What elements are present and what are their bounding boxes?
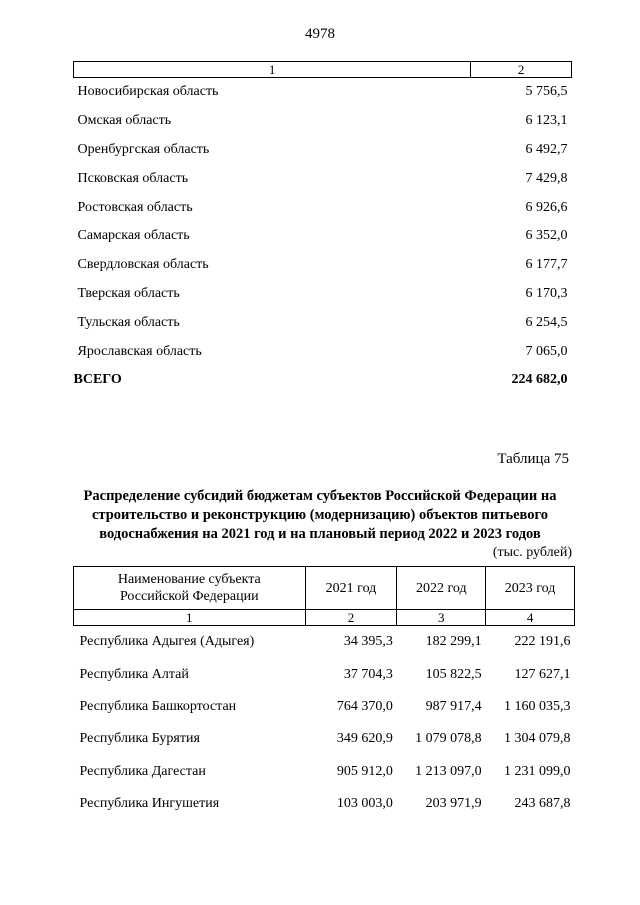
column-number: 3 — [397, 610, 486, 626]
table-title: Распределение субсидий бюджетам субъектов Российской Федерации на строительство и реконструкцию (модернизацию) объектов питьевого водоснабжения на 2021 год и на плановый период 2022 и 2023 годов — [83, 488, 557, 542]
value-2022: 203 971,9 — [425, 796, 482, 812]
table-row — [74, 193, 572, 222]
table-row — [74, 222, 572, 251]
column-number: 4 — [486, 610, 575, 626]
value-2022: 182 299,1 — [425, 634, 482, 650]
region-value: 5 756,5 — [525, 84, 568, 100]
region-name: Псковская область — [77, 170, 189, 186]
table-row — [74, 308, 572, 337]
header-year-2023: 2023 год — [486, 567, 575, 610]
value-2023: 222 191,6 — [514, 634, 571, 650]
column-number: 1 — [74, 610, 306, 626]
value-2022: 987 917,4 — [425, 698, 482, 714]
table-row — [74, 107, 572, 136]
region-name: Оренбургская область — [77, 141, 210, 157]
table-row — [74, 756, 575, 788]
region-name: Ярославская область — [77, 343, 202, 359]
value-2023: 1 160 035,3 — [504, 698, 571, 714]
region-value: 6 492,7 — [525, 141, 568, 157]
table-row — [74, 788, 575, 820]
value-2023: 1 231 099,0 — [504, 763, 571, 779]
total-row — [74, 366, 572, 395]
table-row — [74, 280, 572, 309]
value-2022: 1 213 097,0 — [415, 763, 482, 779]
subject-name: Республика Бурятия — [79, 731, 200, 747]
subsidies-table — [73, 566, 575, 820]
total-value: 224 682,0 — [511, 372, 568, 388]
region-name: Ростовская область — [77, 199, 193, 215]
column-number-row — [74, 62, 572, 78]
region-name: Омская область — [77, 113, 172, 129]
value-2023: 243 687,8 — [514, 796, 571, 812]
subject-name: Республика Ингушетия — [79, 796, 220, 812]
page-number: 4978 — [305, 26, 335, 42]
value-2021: 905 912,0 — [336, 763, 393, 779]
table-row — [74, 723, 575, 755]
units-label: (тыс. рублей) — [492, 545, 572, 560]
region-value: 6 170,3 — [525, 285, 568, 301]
column-number-row — [74, 610, 575, 626]
region-value: 6 926,6 — [525, 199, 568, 215]
value-2021: 103 003,0 — [336, 796, 393, 812]
subject-name: Республика Башкортостан — [79, 698, 237, 714]
table-row — [74, 691, 575, 723]
region-name: Тульская область — [77, 314, 180, 330]
header-year-2021: 2021 год — [305, 567, 397, 610]
region-value: 6 123,1 — [525, 113, 568, 129]
region-value: 6 254,5 — [525, 314, 568, 330]
value-2023: 1 304 079,8 — [504, 731, 571, 747]
region-name: Тверская область — [77, 285, 180, 301]
header-row — [74, 567, 575, 610]
table-row — [74, 164, 572, 193]
value-2021: 764 370,0 — [336, 698, 393, 714]
region-value: 7 065,0 — [525, 343, 568, 359]
region-totals-table — [73, 61, 572, 395]
value-2022: 105 822,5 — [425, 666, 482, 682]
value-2021: 349 620,9 — [336, 731, 393, 747]
subject-name: Республика Адыгея (Адыгея) — [79, 634, 255, 650]
value-2022: 1 079 078,8 — [415, 731, 482, 747]
table-row — [74, 251, 572, 280]
value-2021: 37 704,3 — [343, 666, 393, 682]
column-number: 2 — [471, 62, 572, 78]
region-name: Свердловская область — [77, 257, 209, 273]
region-value: 7 429,8 — [525, 170, 568, 186]
header-year-2022: 2022 год — [397, 567, 486, 610]
value-2021: 34 395,3 — [343, 634, 393, 650]
value-2023: 127 627,1 — [514, 666, 571, 682]
table-number-label: Таблица 75 — [497, 451, 569, 467]
total-label: ВСЕГО — [73, 372, 122, 388]
table-row — [74, 658, 575, 690]
region-value: 6 177,7 — [525, 257, 568, 273]
region-name: Самарская область — [77, 228, 190, 244]
region-name: Новосибирская область — [77, 84, 219, 100]
column-number: 2 — [305, 610, 397, 626]
subject-name: Республика Дагестан — [79, 763, 206, 779]
table-row — [74, 78, 572, 107]
table-row — [74, 136, 572, 165]
table-row — [74, 626, 575, 659]
region-value: 6 352,0 — [525, 228, 568, 244]
column-number: 1 — [74, 62, 471, 78]
header-subject-name: Наименование субъекта Российской Федерации — [74, 567, 306, 610]
table-row — [74, 337, 572, 366]
subject-name: Республика Алтай — [79, 666, 189, 682]
